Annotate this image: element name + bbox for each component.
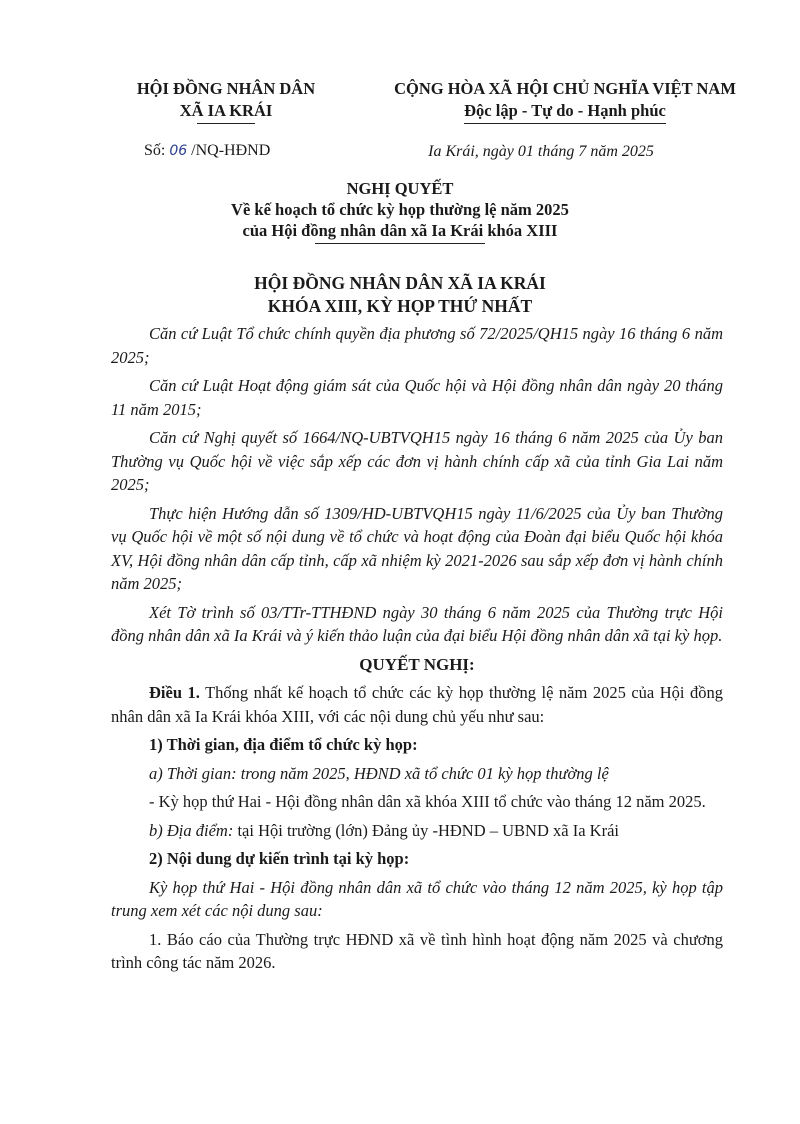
document-number: [144, 142, 270, 160]
council-line-1: HỘI ĐỒNG NHÂN DÂN XÃ IA KRÁI: [254, 273, 546, 293]
preamble-item: Xét Tờ trình số 03/TTr-TTHĐND ngày 30 tháng 6 năm 2025 của Thường trực Hội đồng nhân dân xã Ia Krái và ý kiến thảo luận của đại biểu Hội đồng nhân dân xã tại kỳ họp.: [111, 602, 723, 645]
place-and-date: Ia Krái, ngày 01 tháng 7 năm 2025: [428, 143, 654, 160]
national-motto: Độc lập - Tự do - Hạnh phúc: [464, 100, 666, 124]
article-1-text: Thống nhất kế hoạch tổ chức các kỳ họp thường lệ năm 2025 của Hội đồng nhân dân xã Ia Krái khóa XIII, với các nội dung chủ yếu như sau:: [111, 683, 723, 726]
preamble-item: Căn cứ Luật Tổ chức chính quyền địa phương số 72/2025/QH15 ngày 16 tháng 6 năm 2025;: [111, 324, 723, 367]
section-1-heading: 1) Thời gian, địa điểm tổ chức kỳ họp:: [149, 735, 418, 754]
document-title: [100, 178, 700, 244]
council-heading: [100, 272, 700, 318]
preamble-item: Thực hiện Hướng dẫn số 1309/HD-UBTVQH15 ngày 11/6/2025 của Ủy ban Thường vụ Quốc hội về một số nội dung về tổ chức và hoạt động của Đoàn đại biểu Quốc hội khóa XV, Hội đồng nhân dân cấp tỉnh, cấp xã nhiệm kỳ 2021-2026 sau sắp xếp đơn vị hành chính năm 2025;: [111, 503, 723, 593]
title-underline: [315, 243, 485, 244]
title-line-1: Về kế hoạch tổ chức kỳ họp thường lệ năm 2025: [231, 200, 569, 219]
section-1-place: [111, 819, 723, 843]
article-1: [111, 681, 723, 728]
authority-line-1: HỘI ĐỒNG NHÂN DÂN: [136, 79, 316, 98]
number-suffix: /NQ-HĐND: [191, 142, 271, 159]
issuing-authority: [108, 78, 344, 124]
number-prefix: Số:: [144, 142, 166, 159]
section-2-heading: 2) Nội dung dự kiến trình tại kỳ họp:: [149, 849, 410, 868]
section-2-intro: Kỳ họp thứ Hai - Hội đồng nhân dân xã tổ chức vào tháng 12 năm 2025, kỳ họp tập trung xem xét các nội dung sau:: [111, 877, 723, 920]
document-type: NGHỊ QUYẾT: [346, 179, 454, 198]
document-body: [111, 322, 723, 980]
authority-line-2: XÃ IA KRÁI: [179, 101, 273, 120]
place-text: tại Hội trường (lớn) Đảng ủy -HĐND – UBND xã Ia Krái: [233, 820, 619, 840]
article-1-label: Điều 1.: [149, 683, 200, 702]
time-label: a) Thời gian:: [149, 763, 237, 783]
place-label: b) Địa điểm:: [149, 820, 234, 840]
authority-underline: [197, 123, 255, 124]
national-title: [350, 78, 780, 124]
council-line-2: KHÓA XIII, KỲ HỌP THỨ NHẤT: [267, 296, 533, 316]
country-name: CỘNG HÒA XÃ HỘI CHỦ NGHĨA VIỆT NAM: [394, 79, 736, 98]
section-1-session: - Kỳ họp thứ Hai - Hội đồng nhân dân xã khóa XIII tổ chức vào tháng 12 năm 2025.: [149, 792, 706, 811]
number-handwritten: 06: [169, 143, 188, 159]
title-line-2: của Hội đồng nhân dân xã Ia Krái khóa XIII: [242, 221, 558, 240]
time-text: trong năm 2025, HĐND xã tổ chức 01 kỳ họp thường lệ: [236, 763, 609, 783]
preamble-item: Căn cứ Nghị quyết số 1664/NQ-UBTVQH15 ngày 16 tháng 6 năm 2025 của Ủy ban Thường vụ Quốc hội về việc sắp xếp các đơn vị hành chính cấp xã của tỉnh Gia Lai năm 2025;: [111, 428, 723, 494]
preamble-item: Căn cứ Luật Hoạt động giám sát của Quốc hội và Hội đồng nhân dân ngày 20 tháng 11 năm 2015;: [111, 376, 723, 419]
section-1-time: [111, 762, 723, 786]
decision-heading: QUYẾT NGHỊ:: [359, 654, 475, 674]
section-2-item-1: 1. Báo cáo của Thường trực HĐND xã về tình hình hoạt động năm 2025 và chương trình công tác năm 2026.: [111, 929, 723, 972]
